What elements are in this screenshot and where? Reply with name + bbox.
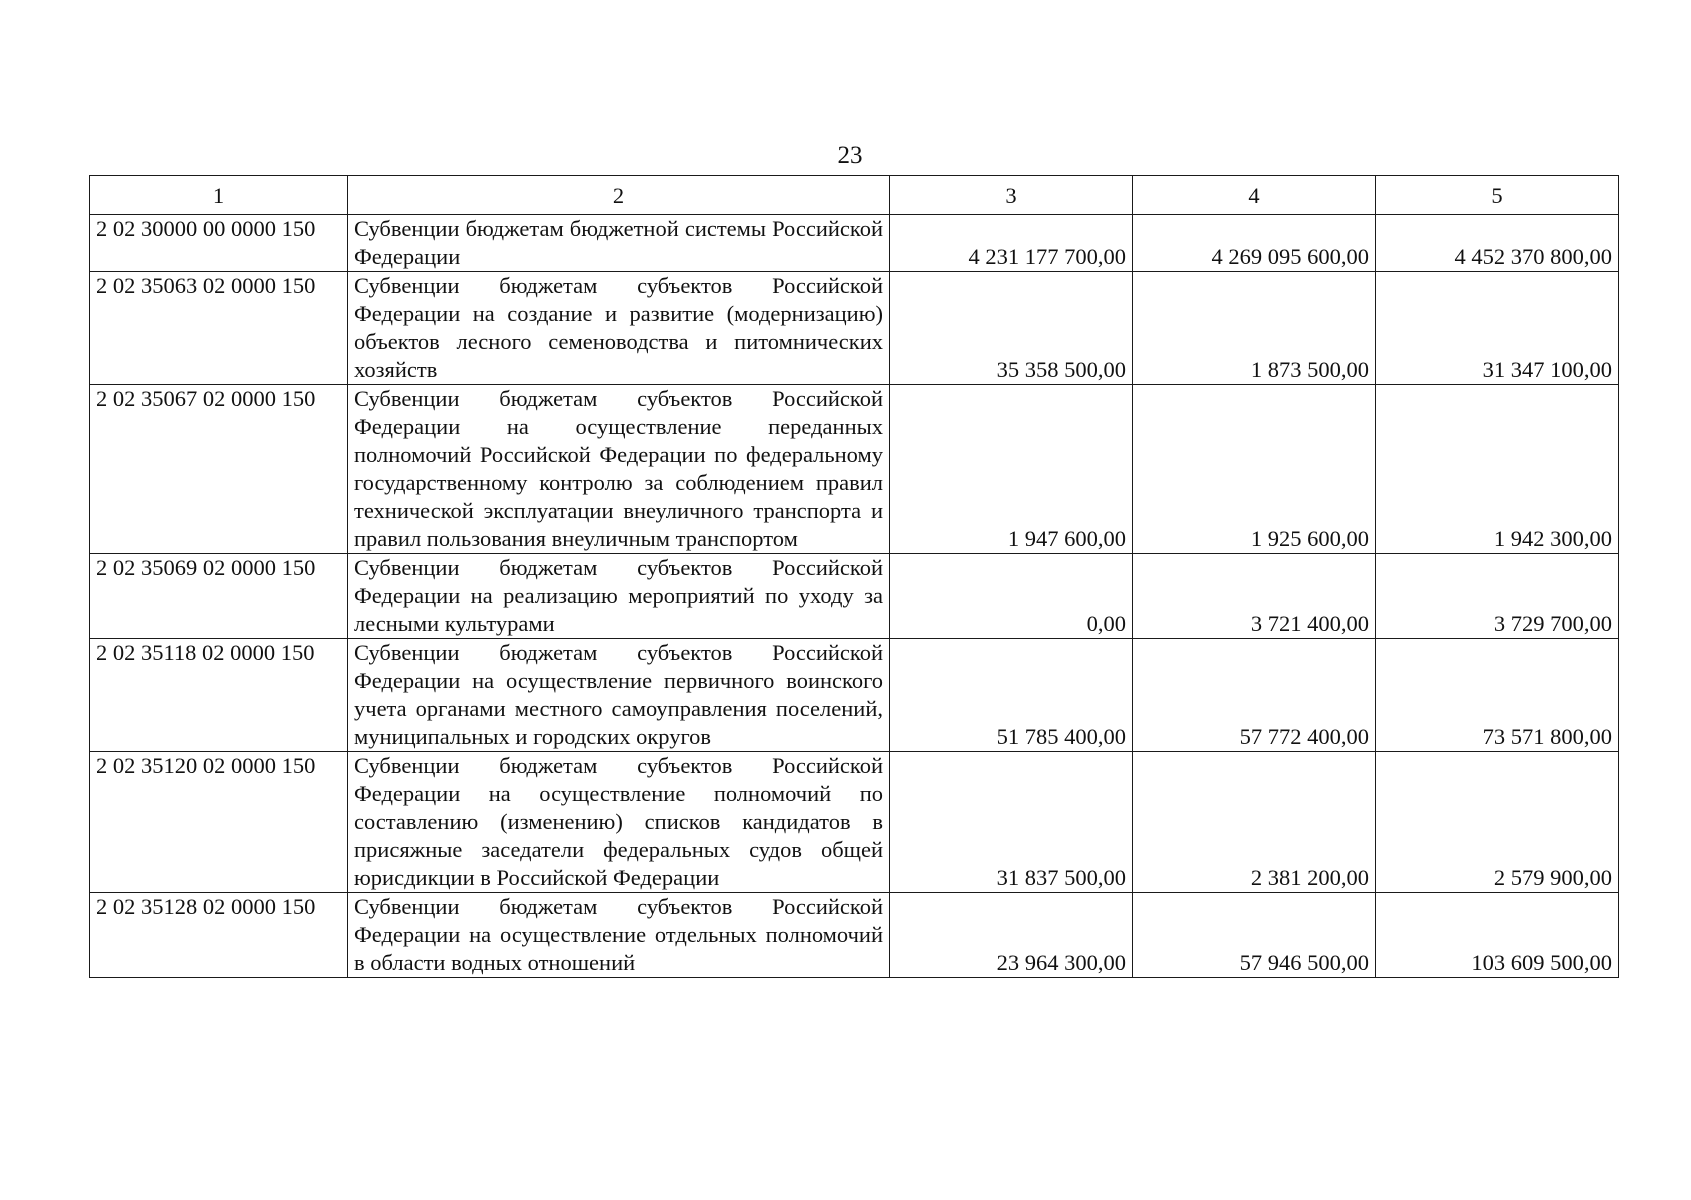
table-row: [90, 215, 1619, 272]
amount-cell-col5: 2 579 900,00: [1376, 752, 1619, 893]
amount-cell-col5: 73 571 800,00: [1376, 639, 1619, 752]
budget-code-cell: 2 02 35118 02 0000 150: [90, 639, 348, 752]
amount-cell-col4: 1 873 500,00: [1133, 272, 1376, 385]
amount-cell-col3: 1 947 600,00: [890, 385, 1133, 554]
amount-cell-col5: 3 729 700,00: [1376, 554, 1619, 639]
table-row: [90, 554, 1619, 639]
table-row: [90, 639, 1619, 752]
column-header-value-2: 4: [1133, 176, 1376, 215]
budget-code-cell: 2 02 35120 02 0000 150: [90, 752, 348, 893]
amount-cell-col3: 31 837 500,00: [890, 752, 1133, 893]
description-cell: Субвенции бюджетам бюджетной системы Российской Федерации: [348, 215, 890, 272]
description-cell: Субвенции бюджетам субъектов Российской Федерации на осуществление переданных полномочий Российской Федерации по федеральному государственному контролю за соблюдением правил технической эксплуатации внеуличного транспорта и правил пользования внеуличным транспортом: [348, 385, 890, 554]
description-cell: Субвенции бюджетам субъектов Российской Федерации на осуществление полномочий по составлению (изменению) списков кандидатов в присяжные заседатели федеральных судов общей юрисдикции в Российской Федерации: [348, 752, 890, 893]
amount-cell-col4: 57 772 400,00: [1133, 639, 1376, 752]
amount-cell-col5: 1 942 300,00: [1376, 385, 1619, 554]
page-number: 23: [837, 142, 863, 169]
description-cell: Субвенции бюджетам субъектов Российской Федерации на реализацию мероприятий по уходу за лесными культурами: [348, 554, 890, 639]
budget-code-cell: 2 02 35069 02 0000 150: [90, 554, 348, 639]
amount-cell-col5: 103 609 500,00: [1376, 893, 1619, 978]
column-header-code: 1: [90, 176, 348, 215]
table-row: [90, 893, 1619, 978]
table-row: [90, 385, 1619, 554]
budget-table: [89, 175, 1619, 978]
description-cell: Субвенции бюджетам субъектов Российской Федерации на осуществление отдельных полномочий в области водных отношений: [348, 893, 890, 978]
amount-cell-col3: 4 231 177 700,00: [890, 215, 1133, 272]
amount-cell-col3: 0,00: [890, 554, 1133, 639]
description-cell: Субвенции бюджетам субъектов Российской Федерации на создание и развитие (модернизацию) объектов лесного семеноводства и питомнических хозяйств: [348, 272, 890, 385]
column-header-value-3: 5: [1376, 176, 1619, 215]
amount-cell-col5: 31 347 100,00: [1376, 272, 1619, 385]
budget-code-cell: 2 02 35063 02 0000 150: [90, 272, 348, 385]
amount-cell-col4: 1 925 600,00: [1133, 385, 1376, 554]
amount-cell-col4: 4 269 095 600,00: [1133, 215, 1376, 272]
budget-code-cell: 2 02 35128 02 0000 150: [90, 893, 348, 978]
budget-code-cell: 2 02 35067 02 0000 150: [90, 385, 348, 554]
amount-cell-col3: 51 785 400,00: [890, 639, 1133, 752]
table-row: [90, 752, 1619, 893]
amount-cell-col4: 3 721 400,00: [1133, 554, 1376, 639]
amount-cell-col4: 57 946 500,00: [1133, 893, 1376, 978]
column-header-name: 2: [348, 176, 890, 215]
table-row: [90, 272, 1619, 385]
amount-cell-col5: 4 452 370 800,00: [1376, 215, 1619, 272]
budget-code-cell: 2 02 30000 00 0000 150: [90, 215, 348, 272]
amount-cell-col4: 2 381 200,00: [1133, 752, 1376, 893]
table-header-row: [90, 176, 1619, 215]
amount-cell-col3: 35 358 500,00: [890, 272, 1133, 385]
column-header-value-1: 3: [890, 176, 1133, 215]
amount-cell-col3: 23 964 300,00: [890, 893, 1133, 978]
description-cell: Субвенции бюджетам субъектов Российской Федерации на осуществление первичного воинского учета органами местного самоуправления поселений, муниципальных и городских округов: [348, 639, 890, 752]
